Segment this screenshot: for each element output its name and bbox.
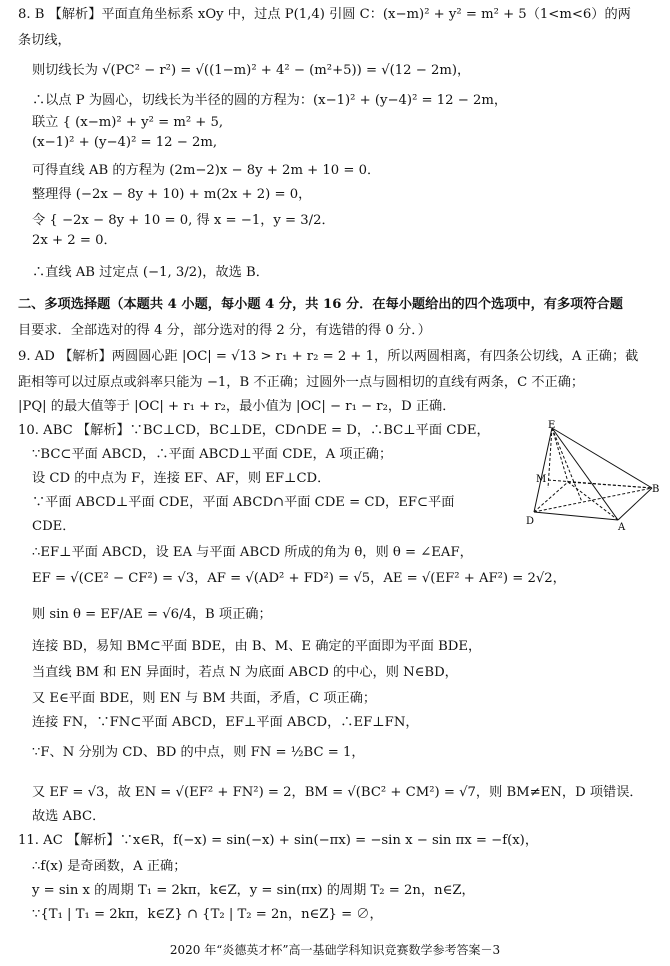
q10-line-12: 连接 FN，∵FN⊂平面 ABCD，EF⊥平面 ABCD，∴EF⊥FN， <box>32 715 419 730</box>
q8-line-9: 令 { −2x − 8y + 10 = 0, 得 x = −1，y = 3/2． <box>32 213 335 228</box>
q8-line-5: 联立 { (x−m)² + y² = m² + 5, <box>32 115 224 130</box>
q10-line-4: ∵平面 ABCD⊥平面 CDE，平面 ABCD∩平面 CDE = CD，EF⊂平面 <box>32 495 455 510</box>
label-E: E <box>548 420 556 431</box>
section-2-header-1: 二、多项选择题（本题共 4 小题，每小题 4 分，共 16 分．在每小题给出的四个选项中，有多项符合题 <box>18 297 623 312</box>
q10-line-1: 10. ABC 【解析】∵BC⊥CD，BC⊥DE，CD∩DE = D，∴BC⊥平面 CDE， <box>18 423 490 438</box>
q9-line-2: 距相等可以过原点或斜率只能为 −1，B 不正确；过圆外一点与圆相切的直线有两条，C 不正确； <box>18 375 585 390</box>
label-D: D <box>526 516 535 527</box>
q8-line-8: 整理得 (−2x − 8y + 10) + m(2x + 2) = 0， <box>32 187 312 202</box>
q11-line-3: y = sin x 的周期 T₁ = 2kπ，k∈Z，y = sin(πx) 的周期 T₂ = 2n，n∈Z， <box>32 883 475 898</box>
q10-line-10: 当直线 BM 和 EN 异面时，若点 N 为底面 ABCD 的中心，则 N∈BD， <box>32 665 458 680</box>
label-B: B <box>652 484 660 495</box>
q8-line-6: (x−1)² + (y−4)² = 12 − 2m, <box>32 135 218 150</box>
q11-line-1: 11. AC 【解析】∵x∈R，f(−x) = sin(−x) + sin(−πx) = −sin x − sin πx = −f(x)， <box>18 833 539 848</box>
q10-line-5: CDE． <box>32 519 76 534</box>
page-footer: 2020 年“炎德英才杯”高一基础学科知识竞赛数学参考答案－3 <box>169 943 501 957</box>
q11-line-4: ∵{T₁ | T₁ = 2kπ，k∈Z} ∩ {T₂ | T₂ = 2n，n∈Z} = ∅， <box>32 907 383 922</box>
q8-line-3: 则切线长为 √(PC² − r²) = √((1−m)² + 4² − (m²+5)) = √(12 − 2m)， <box>32 63 471 78</box>
q8-line-4: ∴以点 P 为圆心，切线长为半径的圆的方程为：(x−1)² + (y−4)² = 12 − 2m， <box>32 93 508 108</box>
q10-line-13: ∵F、N 分别为 CD、BD 的中点，则 FN = ½BC = 1， <box>32 745 365 760</box>
q8-line-10: 2x + 2 = 0． <box>32 233 117 248</box>
q10-line-11: 又 E∈平面 BDE，则 EN 与 BM 共面，矛盾，C 项正确； <box>32 691 377 706</box>
q8-line-1: 8. B 【解析】平面直角坐标系 xOy 中，过点 P(1,4) 引圆 C：(x−m)² + y² = m² + 5（1<m<6）的两 <box>18 7 631 22</box>
q10-line-2: ∵BC⊂平面 ABCD，∴平面 ABCD⊥平面 CDE，A 项正确； <box>32 447 393 462</box>
q8-line-11: ∴直线 AB 过定点 (−1, 3/2)，故选 B． <box>32 265 269 280</box>
q10-line-3: 设 CD 的中点为 F，连接 EF、AF，则 EF⊥CD． <box>32 471 331 486</box>
q11-line-2: ∴f(x) 是奇函数，A 正确； <box>32 859 187 874</box>
q10-line-6: ∴EF⊥平面 ABCD，设 EA 与平面 ABCD 所成的角为 θ，则 θ = ∠EAF， <box>32 545 473 560</box>
q10-line-7: EF = √(CE² − CF²) = √3，AF = √(AD² + FD²) = √5，AE = √(EF² + AF²) = 2√2， <box>32 571 566 586</box>
label-M: M <box>536 474 547 485</box>
q8-line-2: 条切线， <box>18 33 71 48</box>
q10-line-14: 又 EF = √3，故 EN = √(EF² + FN²) = 2，BM = √(BC² + CM²) = √7，则 BM≠EN，D 项错误． <box>32 785 643 800</box>
q9-line-3: |PQ| 的最大值等于 |OC| + r₁ + r₂，最小值为 |OC| − r₁ − r₂，D 正确． <box>18 399 456 414</box>
q10-line-8: 则 sin θ = EF/AE = √6/4，B 项正确； <box>32 607 272 622</box>
section-2-header-2: 目要求．全部选对的得 4 分，部分选对的得 2 分，有选错的得 0 分．） <box>18 323 431 338</box>
q8-line-7: 可得直线 AB 的方程为 (2m−2)x − 8y + 2m + 10 = 0． <box>32 163 381 178</box>
pyramid-figure <box>522 420 662 532</box>
q9-line-1: 9. AD 【解析】两圆圆心距 |OC| = √13 > r₁ + r₂ = 2 + 1，所以两圆相离，有四条公切线，A 正确；截 <box>18 349 639 364</box>
label-A: A <box>618 522 626 532</box>
q10-line-15: 故选 ABC． <box>32 809 106 824</box>
q10-line-9: 连接 BD，易知 BM⊂平面 BDE，由 B、M、E 确定的平面即为平面 BDE， <box>32 639 482 654</box>
